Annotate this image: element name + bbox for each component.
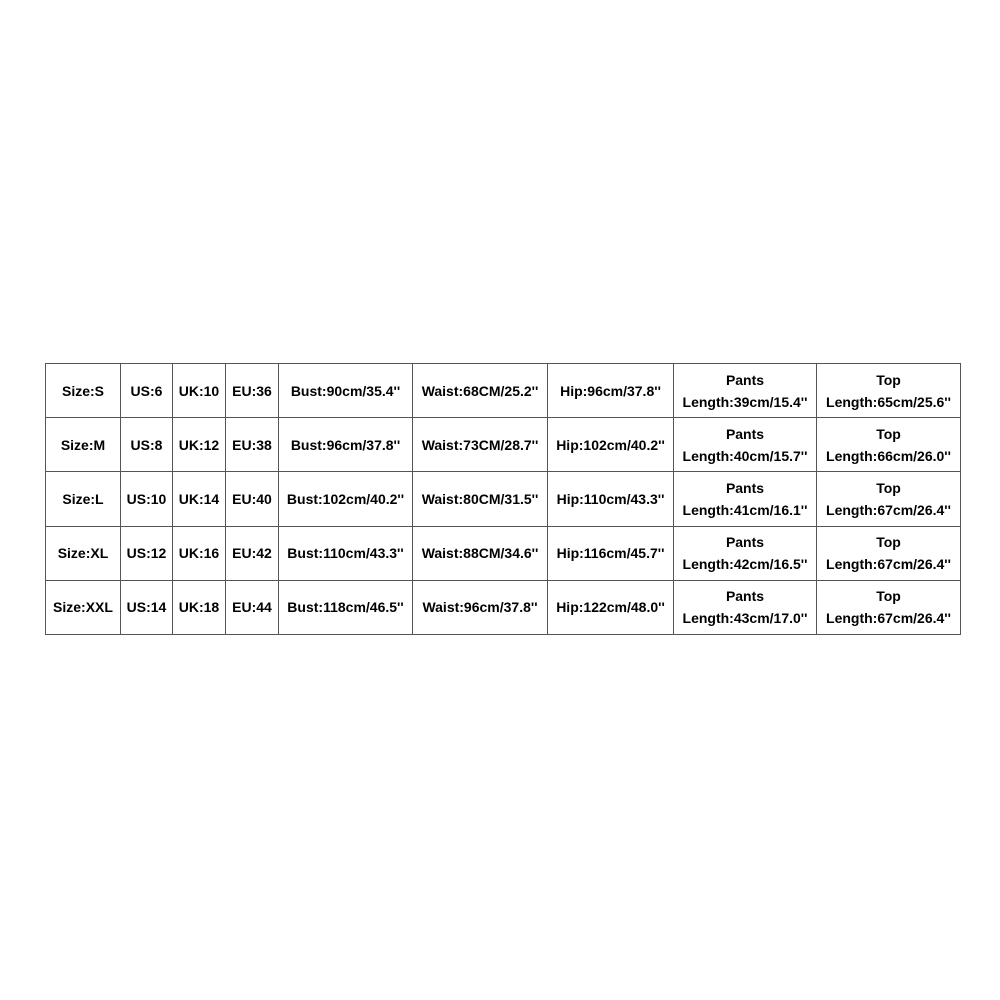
eu-size-cell: EU:42 bbox=[226, 526, 279, 580]
hip-cell: Hip:116cm/45.7'' bbox=[548, 526, 674, 580]
hip-cell: Hip:122cm/48.0'' bbox=[548, 580, 674, 634]
size-cell: Size:XXL bbox=[46, 580, 121, 634]
top-length-value: Length:67cm/26.4'' bbox=[826, 501, 951, 518]
table-row bbox=[46, 472, 961, 526]
top-length-cell bbox=[817, 526, 961, 580]
table-row bbox=[46, 580, 961, 634]
pants-length-cell bbox=[674, 472, 817, 526]
size-cell: Size:S bbox=[46, 364, 121, 418]
us-size-cell: US:6 bbox=[121, 364, 173, 418]
pants-length-cell bbox=[674, 580, 817, 634]
top-label: Top bbox=[876, 425, 901, 442]
pants-label: Pants bbox=[725, 425, 765, 442]
size-cell: Size:L bbox=[46, 472, 121, 526]
uk-size-cell: UK:10 bbox=[173, 364, 226, 418]
waist-cell: Waist:88CM/34.6'' bbox=[413, 526, 548, 580]
top-length-cell bbox=[817, 418, 961, 472]
us-size-cell: US:14 bbox=[121, 580, 173, 634]
bust-cell: Bust:118cm/46.5'' bbox=[279, 580, 413, 634]
uk-size-cell: UK:12 bbox=[173, 418, 226, 472]
top-label: Top bbox=[876, 588, 901, 605]
us-size-cell: US:12 bbox=[121, 526, 173, 580]
bust-cell: Bust:102cm/40.2'' bbox=[279, 472, 413, 526]
pants-label: Pants bbox=[725, 534, 765, 551]
uk-size-cell: UK:18 bbox=[173, 580, 226, 634]
pants-length-value: Length:43cm/17.0'' bbox=[682, 610, 808, 627]
top-length-value: Length:66cm/26.0'' bbox=[826, 447, 951, 464]
table-row bbox=[46, 526, 961, 580]
pants-length-value: Length:41cm/16.1'' bbox=[682, 501, 808, 518]
table-row bbox=[46, 418, 961, 472]
us-size-cell: US:8 bbox=[121, 418, 173, 472]
pants-label: Pants bbox=[725, 479, 765, 496]
pants-length-value: Length:40cm/15.7'' bbox=[682, 447, 808, 464]
uk-size-cell: UK:14 bbox=[173, 472, 226, 526]
pants-label: Pants bbox=[725, 588, 765, 605]
waist-cell: Waist:96cm/37.8'' bbox=[413, 580, 548, 634]
top-length-cell bbox=[817, 472, 961, 526]
pants-length-value: Length:39cm/15.4'' bbox=[682, 393, 808, 410]
top-length-cell bbox=[817, 364, 961, 418]
top-label: Top bbox=[876, 479, 901, 496]
top-label: Top bbox=[876, 534, 901, 551]
hip-cell: Hip:110cm/43.3'' bbox=[548, 472, 674, 526]
bust-cell: Bust:90cm/35.4'' bbox=[279, 364, 413, 418]
us-size-cell: US:10 bbox=[121, 472, 173, 526]
uk-size-cell: UK:16 bbox=[173, 526, 226, 580]
pants-length-value: Length:42cm/16.5'' bbox=[682, 556, 808, 573]
size-cell: Size:M bbox=[46, 418, 121, 472]
top-length-value: Length:67cm/26.4'' bbox=[826, 556, 951, 573]
size-chart-table bbox=[45, 363, 961, 635]
pants-length-cell bbox=[674, 418, 817, 472]
waist-cell: Waist:68CM/25.2'' bbox=[413, 364, 548, 418]
top-length-value: Length:65cm/25.6'' bbox=[826, 393, 951, 410]
top-label: Top bbox=[876, 371, 901, 388]
bust-cell: Bust:96cm/37.8'' bbox=[279, 418, 413, 472]
top-length-value: Length:67cm/26.4'' bbox=[826, 610, 951, 627]
hip-cell: Hip:96cm/37.8'' bbox=[548, 364, 674, 418]
waist-cell: Waist:80CM/31.5'' bbox=[413, 472, 548, 526]
eu-size-cell: EU:40 bbox=[226, 472, 279, 526]
pants-length-cell bbox=[674, 526, 817, 580]
hip-cell: Hip:102cm/40.2'' bbox=[548, 418, 674, 472]
size-cell: Size:XL bbox=[46, 526, 121, 580]
pants-length-cell bbox=[674, 364, 817, 418]
pants-label: Pants bbox=[725, 371, 765, 388]
eu-size-cell: EU:44 bbox=[226, 580, 279, 634]
eu-size-cell: EU:36 bbox=[226, 364, 279, 418]
eu-size-cell: EU:38 bbox=[226, 418, 279, 472]
waist-cell: Waist:73CM/28.7'' bbox=[413, 418, 548, 472]
top-length-cell bbox=[817, 580, 961, 634]
bust-cell: Bust:110cm/43.3'' bbox=[279, 526, 413, 580]
table-row bbox=[46, 364, 961, 418]
